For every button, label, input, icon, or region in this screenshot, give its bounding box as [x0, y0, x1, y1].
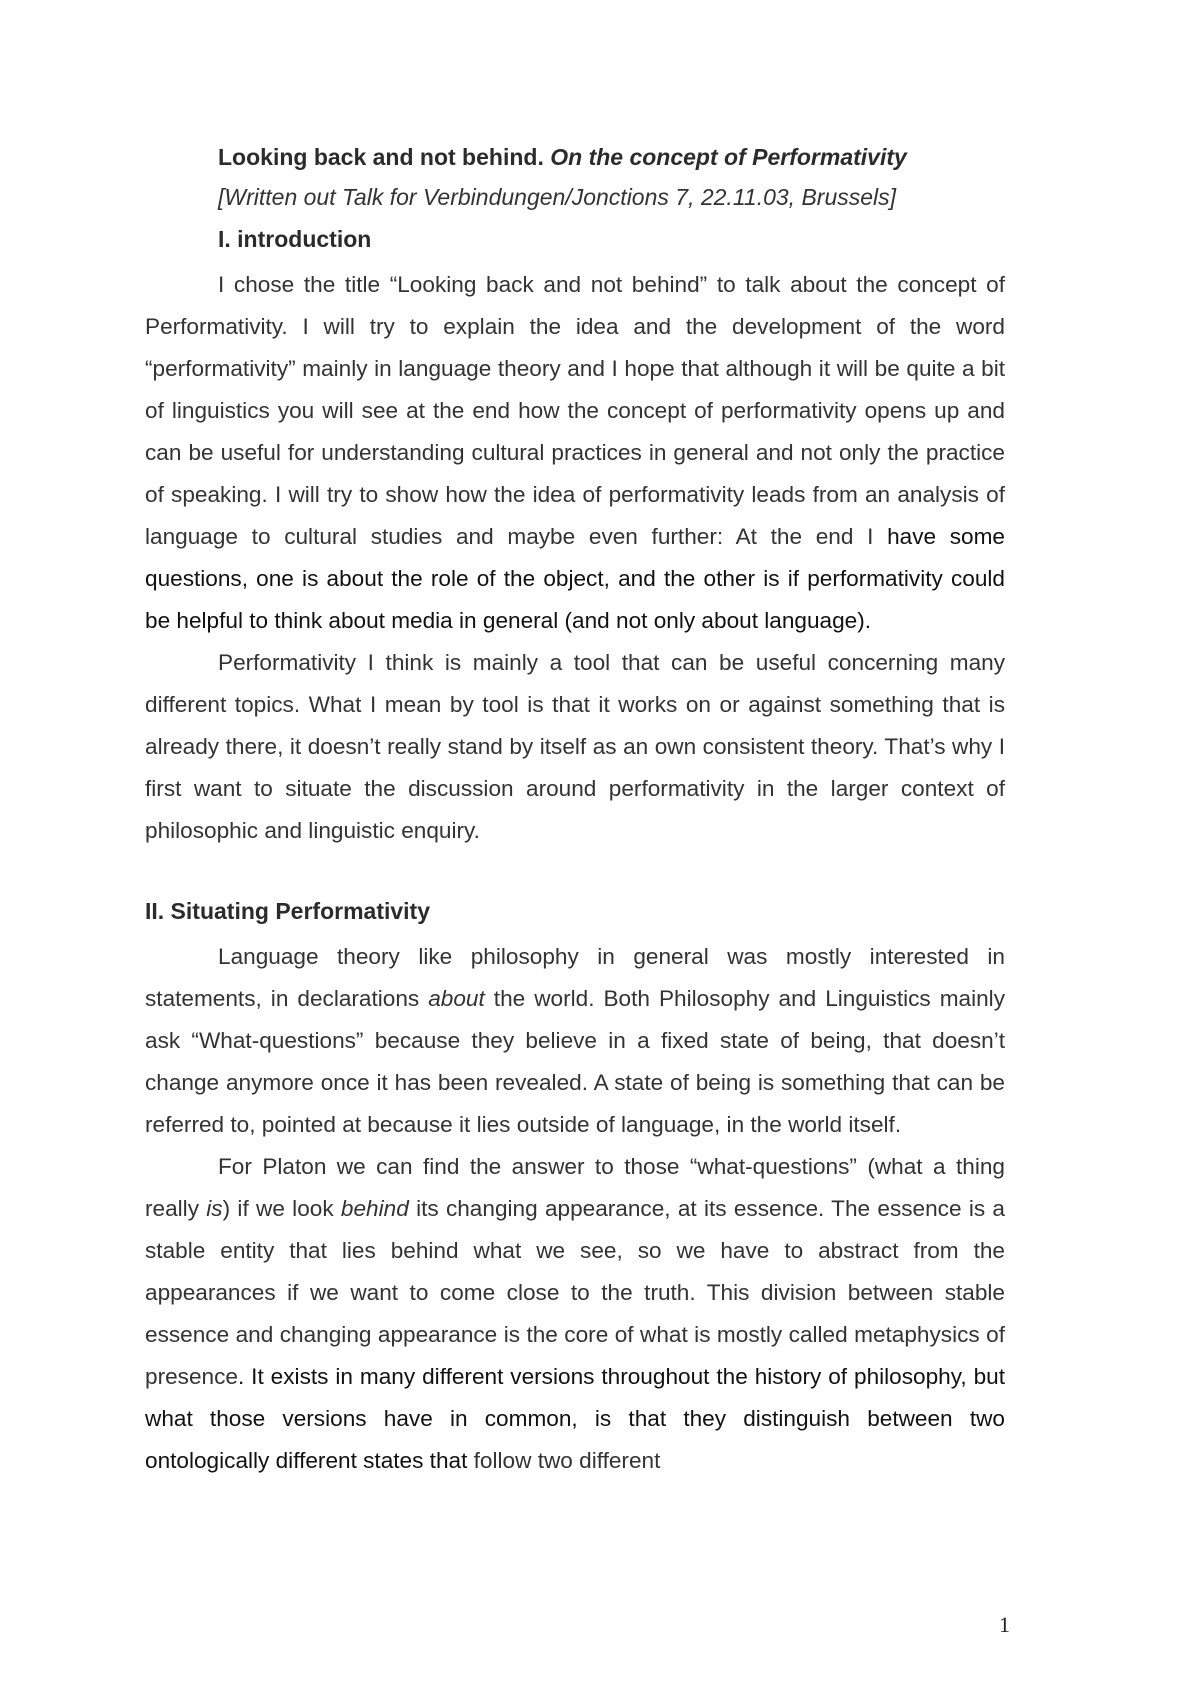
paragraph-text: . It exists in many different versions throughout the history of philosophy, but what those versions have in common, is that they distinguish between two ontologically different states that: [145, 1364, 1005, 1473]
paragraph-text: For Platon we can find the answer to those “what-questions” (what a thing really: [145, 1154, 1005, 1221]
paragraph-spacer: [145, 852, 1005, 894]
document-title: [218, 140, 1005, 180]
title-italic-part: On the concept of Performativity: [550, 144, 907, 170]
paragraph-text: ) if we look: [222, 1196, 341, 1221]
paragraph-text: I chose the title “Looking back and not behind” to talk about the concept of Performativity. I will try to explain the idea and the development of the word “performativity” mainly in language theory and I hope that although it will be quite a bit of linguistics you will see at the end how the concept of performativity opens up and can be useful for understanding cultural practices in general and not only the practice of speaking. I will try to show how the idea of performativity leads from an analysis of language to cultural studies and maybe even further: At the end I: [145, 272, 1005, 549]
paragraph-text: have some questions, one is about the role of the object, and the other is if performativity could be helpful to think about media in general (and not only about language).: [145, 524, 1005, 633]
paragraph-emphasis: is: [206, 1196, 223, 1221]
paragraph-introduction-2: Performativity I think is mainly a tool that can be useful concerning many different topics. What I mean by tool is that it works on or against something that is already there, it doesn’t really stand by itself as an own consistent theory. That’s why I first want to situate the discussion around performativity in the larger context of philosophic and linguistic enquiry.: [145, 650, 1005, 843]
paragraph-situating-1: [145, 936, 1005, 1146]
paragraph-text: follow two different: [467, 1448, 661, 1473]
paragraph-emphasis: behind: [340, 1196, 409, 1221]
section-heading-situating: II. Situating Performativity: [145, 898, 430, 924]
paragraph-text: its changing appearance, at its essence. The essence is a stable entity that lies behind what we see, so we have to abstract from the appearances if we want to come close to the truth. This division between stable essence and changing appearance is the core of what is mostly called metaphysics of presence: [145, 1196, 1005, 1389]
page-number: 1: [999, 1612, 1010, 1637]
document-page: [145, 140, 1005, 1482]
paragraph-emphasis: about: [428, 986, 485, 1011]
paragraph-text: the world. Both Philosophy and Linguistics mainly ask “What-questions” because they believe in a fixed state of being, that doesn’t change anymore once it has been revealed. A state of being is something that can be referred to, pointed at because it lies outside of language, in the world itself.: [145, 986, 1006, 1137]
document-subtitle: [Written out Talk for Verbindungen/Jonctions 7, 22.11.03, Brussels]: [218, 184, 897, 210]
paragraph-text: Language theory like philosophy in general was mostly interested in statements, in declarations: [145, 944, 1005, 1011]
paragraph-situating-2: [145, 1146, 1005, 1482]
title-bold-part: Looking back and not behind.: [218, 144, 544, 170]
paragraph-introduction-1: [145, 264, 1005, 642]
section-heading-introduction: I. introduction: [218, 226, 372, 252]
